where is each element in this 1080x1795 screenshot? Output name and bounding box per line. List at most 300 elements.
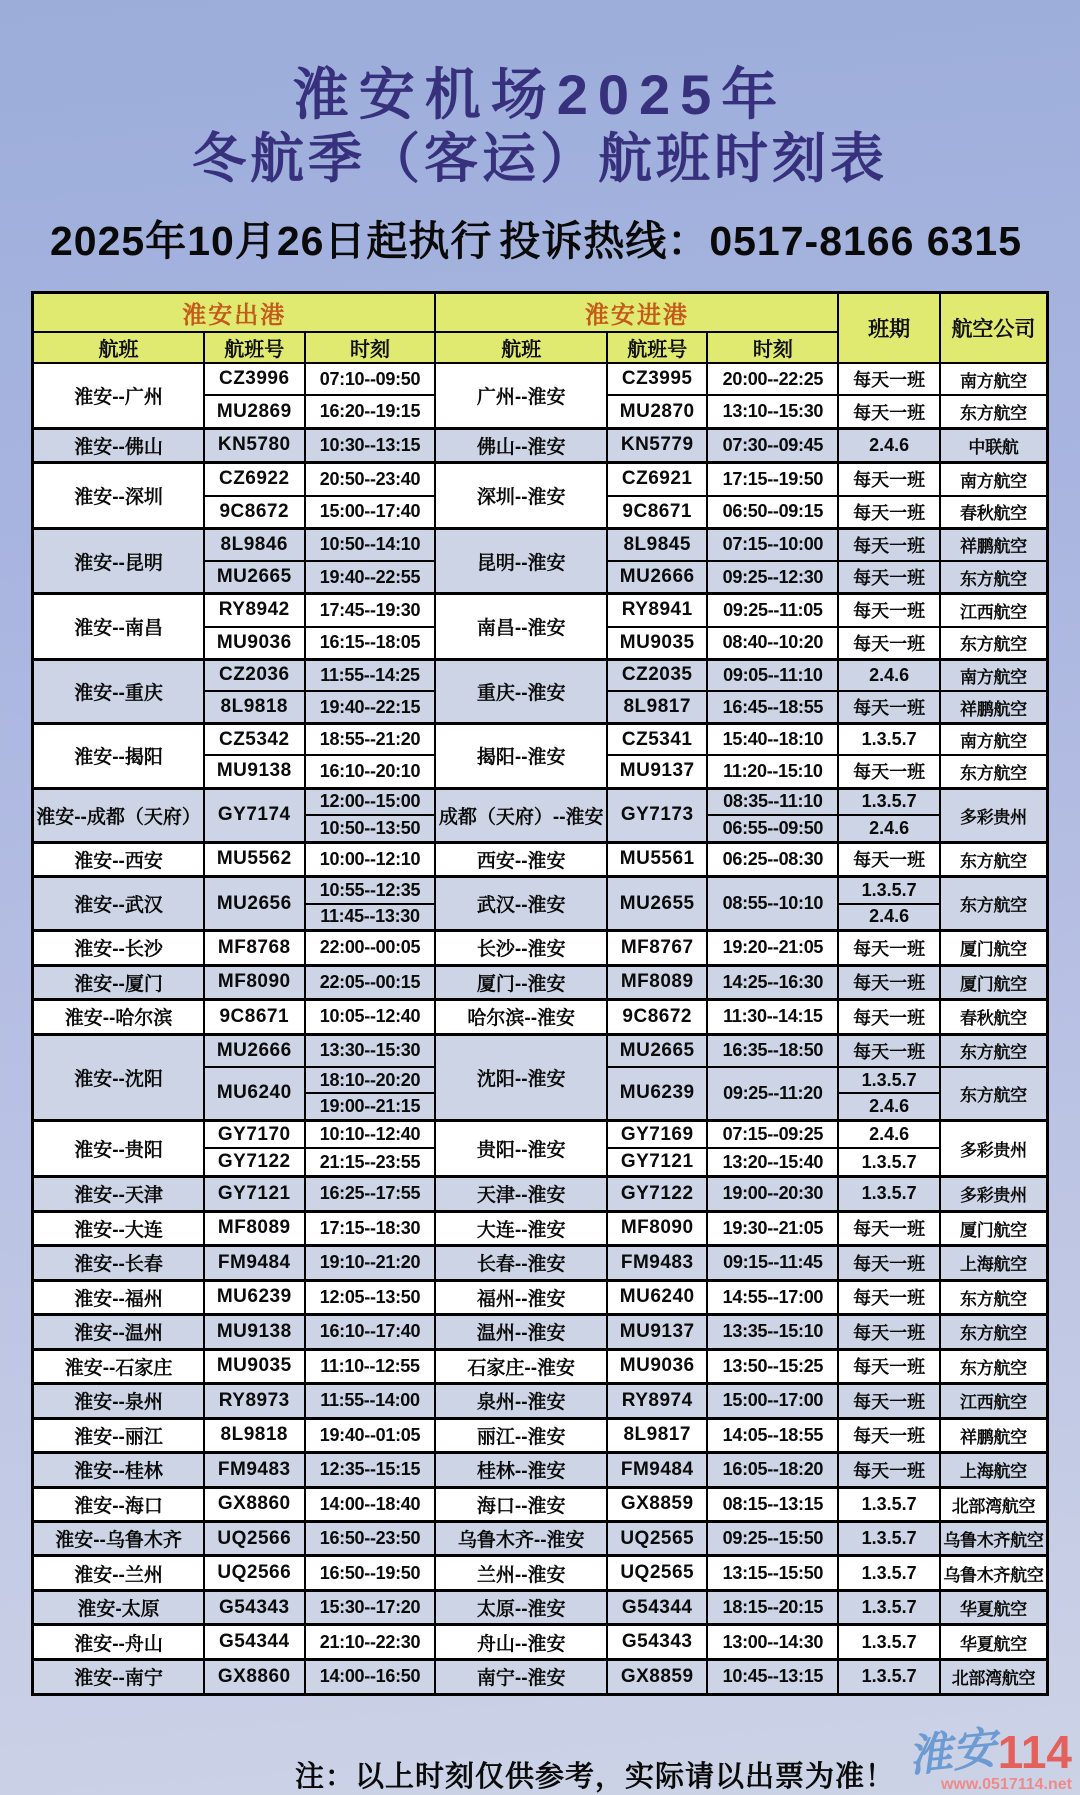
schedule-cell: 每天一班 (838, 931, 940, 965)
airline-cell: 东方航空 (940, 1280, 1048, 1314)
dep-route-cell: 淮安--泉州 (33, 1384, 205, 1418)
arr-time-cell: 09:25--15:50 (707, 1521, 838, 1555)
schedule-column-header: 班期 (838, 292, 940, 363)
dep-time-cell: 10:30--13:15 (305, 428, 436, 462)
schedule-cell: 1.3.5.7 (838, 724, 940, 756)
dep-flightno-cell: RY8973 (204, 1384, 304, 1418)
flight-row (33, 1211, 1048, 1245)
dep-route-cell: 淮安--舟山 (33, 1625, 205, 1659)
dep-route-cell: 淮安-太原 (33, 1590, 205, 1624)
flight-row (33, 1521, 1048, 1555)
airline-cell: 北部湾航空 (940, 1659, 1048, 1694)
airline-cell: 祥鹏航空 (940, 528, 1048, 561)
arr-flightno-cell: 9C8671 (607, 496, 707, 529)
arr-flightno-cell: MU2870 (607, 395, 707, 428)
arr-route-cell: 大连--淮安 (435, 1211, 607, 1245)
arr-time-cell: 09:05--11:10 (707, 659, 838, 691)
schedule-cell: 每天一班 (838, 594, 940, 627)
arr-route-cell: 海口--淮安 (435, 1487, 607, 1521)
dep-flightno-cell: MU2665 (204, 561, 304, 594)
arr-route-cell: 贵阳--淮安 (435, 1120, 607, 1176)
arr-time-cell: 09:25--12:30 (707, 561, 838, 594)
dep-time-cell: 19:40--22:55 (305, 561, 436, 594)
airline-cell: 上海航空 (940, 1246, 1048, 1280)
arr-route-cell: 丽江--淮安 (435, 1418, 607, 1452)
dep-flightno-cell: RY8942 (204, 594, 304, 627)
dep-time-cell: 18:10--20:20 (305, 1067, 436, 1093)
schedule-cell: 每天一班 (838, 1211, 940, 1245)
schedule-cell: 1.3.5.7 (838, 877, 940, 904)
arr-time-cell: 18:15--20:15 (707, 1590, 838, 1624)
flight-row (33, 1590, 1048, 1624)
complaint-hotline: 投诉热线：0517-8166 6315 (499, 217, 1022, 264)
schedule-cell: 2.4.6 (838, 1120, 940, 1148)
airline-cell: 中联航 (940, 428, 1048, 462)
arr-time-cell: 11:20--15:10 (707, 755, 838, 788)
arr-route-cell: 广州--淮安 (435, 363, 607, 428)
arr-time-cell: 17:15--19:50 (707, 463, 838, 496)
schedule-cell: 每天一班 (838, 363, 940, 395)
airline-cell: 祥鹏航空 (940, 1418, 1048, 1452)
arr-route-cell: 哈尔滨--淮安 (435, 1000, 607, 1034)
schedule-cell: 每天一班 (838, 1000, 940, 1034)
schedule-cell: 1.3.5.7 (838, 1659, 940, 1694)
arr-time-cell: 15:40--18:10 (707, 724, 838, 756)
arr-time-cell: 20:00--22:25 (707, 363, 838, 395)
arr-flightno-cell: UQ2565 (607, 1521, 707, 1555)
arr-time-cell: 09:15--11:45 (707, 1246, 838, 1280)
dep-flightno-cell: UQ2566 (204, 1521, 304, 1555)
dep-flightno-cell: MU2656 (204, 877, 304, 931)
dep-time-cell: 22:00--00:05 (305, 931, 436, 965)
airline-cell: 东方航空 (940, 395, 1048, 428)
dep-route-cell: 淮安--丽江 (33, 1418, 205, 1452)
arr-time-cell: 07:15--09:25 (707, 1120, 838, 1148)
schedule-cell: 每天一班 (838, 1384, 940, 1418)
airline-cell: 乌鲁木齐航空 (940, 1521, 1048, 1555)
flight-row (33, 428, 1048, 462)
arr-flightno-cell: MU6239 (607, 1067, 707, 1120)
subtitle-bar (0, 208, 1080, 267)
dep-time-cell: 12:05--13:50 (305, 1280, 436, 1314)
dep-flightno-subheader: 航班号 (204, 332, 304, 363)
arr-time-cell: 19:20--21:05 (707, 931, 838, 965)
schedule-cell: 每天一班 (838, 528, 940, 561)
arr-route-cell: 南宁--淮安 (435, 1659, 607, 1694)
dep-flightno-cell: GY7121 (204, 1177, 304, 1211)
schedule-cell: 每天一班 (838, 1315, 940, 1349)
arr-route-cell: 福州--淮安 (435, 1280, 607, 1314)
arr-route-cell: 佛山--淮安 (435, 428, 607, 462)
dep-route-cell: 淮安--重庆 (33, 659, 205, 723)
dep-time-cell: 19:00--21:15 (305, 1093, 436, 1120)
arr-flightno-cell: MU9035 (607, 627, 707, 660)
dep-time-cell: 11:45--13:30 (305, 904, 436, 931)
arr-time-cell: 08:40--10:20 (707, 627, 838, 660)
dep-route-subheader: 航班 (33, 332, 205, 363)
dep-route-cell: 淮安--武汉 (33, 877, 205, 931)
dep-time-cell: 15:00--17:40 (305, 496, 436, 529)
schedule-cell: 每天一班 (838, 1418, 940, 1452)
arr-time-cell: 15:00--17:00 (707, 1384, 838, 1418)
flight-row (33, 1487, 1048, 1521)
dep-flightno-cell: MU2869 (204, 395, 304, 428)
schedule-cell: 每天一班 (838, 1349, 940, 1383)
arr-time-cell: 16:35--18:50 (707, 1034, 838, 1067)
arr-flightno-cell: MU2655 (607, 877, 707, 931)
airline-cell: 多彩贵州 (940, 1177, 1048, 1211)
arr-flightno-cell: 9C8672 (607, 1000, 707, 1034)
arr-time-cell: 13:10--15:30 (707, 395, 838, 428)
arr-route-cell: 石家庄--淮安 (435, 1349, 607, 1383)
arr-route-cell: 桂林--淮安 (435, 1453, 607, 1487)
arr-route-cell: 长春--淮安 (435, 1246, 607, 1280)
dep-time-cell: 10:05--12:40 (305, 1000, 436, 1034)
arr-time-cell: 13:50--15:25 (707, 1349, 838, 1383)
airline-column-header: 航空公司 (940, 292, 1048, 363)
arr-time-cell: 16:05--18:20 (707, 1453, 838, 1487)
airline-cell: 东方航空 (940, 1349, 1048, 1383)
airline-cell: 多彩贵州 (940, 788, 1048, 842)
schedule-cell: 每天一班 (838, 1453, 940, 1487)
table-header (33, 292, 1048, 363)
dep-time-cell: 19:10--21:20 (305, 1246, 436, 1280)
dep-flightno-cell: GY7122 (204, 1148, 304, 1176)
site-watermark (905, 1723, 1072, 1793)
flight-rows (33, 363, 1048, 1694)
dep-time-cell: 16:25--17:55 (305, 1177, 436, 1211)
dep-flightno-cell: CZ6922 (204, 463, 304, 496)
dep-time-cell: 07:10--09:50 (305, 363, 436, 395)
dep-route-cell: 淮安--福州 (33, 1280, 205, 1314)
schedule-cell: 每天一班 (838, 1280, 940, 1314)
dep-flightno-cell: MU9036 (204, 627, 304, 660)
dep-flightno-cell: UQ2566 (204, 1556, 304, 1590)
dep-time-cell: 13:30--15:30 (305, 1034, 436, 1067)
schedule-cell: 每天一班 (838, 1246, 940, 1280)
flight-row (33, 877, 1048, 904)
dep-flightno-cell: MU5562 (204, 842, 304, 876)
dep-time-cell: 18:55--21:20 (305, 724, 436, 756)
airline-cell: 春秋航空 (940, 496, 1048, 529)
arr-time-cell: 16:45--18:55 (707, 691, 838, 724)
flight-row (33, 842, 1048, 876)
airline-cell: 东方航空 (940, 561, 1048, 594)
arr-flightno-cell: CZ6921 (607, 463, 707, 496)
arr-flightno-cell: RY8941 (607, 594, 707, 627)
title-line-2: 冬航季（客运）航班时刻表 (192, 129, 888, 190)
arr-time-cell: 13:15--15:50 (707, 1556, 838, 1590)
schedule-cell: 1.3.5.7 (838, 1590, 940, 1624)
schedule-cell: 每天一班 (838, 561, 940, 594)
arr-time-cell: 11:30--14:15 (707, 1000, 838, 1034)
dep-flightno-cell: FM9483 (204, 1453, 304, 1487)
airline-cell: 乌鲁木齐航空 (940, 1556, 1048, 1590)
watermark-brand-cn: 淮安 (905, 1723, 999, 1782)
dep-time-cell: 21:15--23:55 (305, 1148, 436, 1176)
schedule-cell: 每天一班 (838, 627, 940, 660)
dep-flightno-cell: GY7174 (204, 788, 304, 842)
flight-row (33, 931, 1048, 965)
dep-route-cell: 淮安--长春 (33, 1246, 205, 1280)
dep-flightno-cell: CZ2036 (204, 659, 304, 691)
arr-flightno-cell: MF8089 (607, 965, 707, 999)
dep-flightno-cell: GY7170 (204, 1120, 304, 1148)
dep-time-cell: 14:00--16:50 (305, 1659, 436, 1694)
dep-time-cell: 16:15--18:05 (305, 627, 436, 660)
airline-cell: 南方航空 (940, 363, 1048, 395)
arr-route-subheader: 航班 (435, 332, 607, 363)
arr-flightno-cell: 8L9817 (607, 1418, 707, 1452)
arr-flightno-cell: RY8974 (607, 1384, 707, 1418)
flight-row (33, 659, 1048, 691)
dep-time-cell: 11:55--14:00 (305, 1384, 436, 1418)
dep-route-cell: 淮安--昆明 (33, 528, 205, 594)
arr-time-cell: 13:00--14:30 (707, 1625, 838, 1659)
dep-route-cell: 淮安--桂林 (33, 1453, 205, 1487)
dep-route-cell: 淮安--揭阳 (33, 724, 205, 788)
arr-flightno-cell: GY7173 (607, 788, 707, 842)
arr-route-cell: 南昌--淮安 (435, 594, 607, 660)
airline-cell: 东方航空 (940, 877, 1048, 931)
dep-time-cell: 20:50--23:40 (305, 463, 436, 496)
airline-cell: 华夏航空 (940, 1590, 1048, 1624)
flight-row (33, 1625, 1048, 1659)
schedule-cell: 1.3.5.7 (838, 1148, 940, 1176)
dep-time-subheader: 时刻 (305, 332, 436, 363)
dep-flightno-cell: MU9035 (204, 1349, 304, 1383)
schedule-cell: 2.4.6 (838, 815, 940, 842)
depart-group-header: 淮安出港 (33, 292, 436, 332)
dep-route-cell: 淮安--西安 (33, 842, 205, 876)
dep-flightno-cell: 9C8672 (204, 496, 304, 529)
dep-time-cell: 19:40--22:15 (305, 691, 436, 724)
dep-flightno-cell: GX8860 (204, 1659, 304, 1694)
dep-route-cell: 淮安--深圳 (33, 463, 205, 529)
arr-time-cell: 19:00--20:30 (707, 1177, 838, 1211)
schedule-cell: 每天一班 (838, 755, 940, 788)
airline-cell: 东方航空 (940, 1034, 1048, 1067)
airline-cell: 北部湾航空 (940, 1487, 1048, 1521)
arr-route-cell: 太原--淮安 (435, 1590, 607, 1624)
arr-flightno-cell: CZ5341 (607, 724, 707, 756)
dep-time-cell: 16:20--19:15 (305, 395, 436, 428)
arr-flightno-cell: KN5779 (607, 428, 707, 462)
schedule-cell: 1.3.5.7 (838, 1177, 940, 1211)
dep-time-cell: 12:35--15:15 (305, 1453, 436, 1487)
schedule-cell: 2.4.6 (838, 428, 940, 462)
arr-route-cell: 沈阳--淮安 (435, 1034, 607, 1120)
dep-route-cell: 淮安--佛山 (33, 428, 205, 462)
arr-time-subheader: 时刻 (707, 332, 838, 363)
flight-row (33, 1556, 1048, 1590)
arr-flightno-cell: UQ2565 (607, 1556, 707, 1590)
dep-route-cell: 淮安--南宁 (33, 1659, 205, 1694)
arr-route-cell: 泉州--淮安 (435, 1384, 607, 1418)
airline-cell: 厦门航空 (940, 931, 1048, 965)
dep-flightno-cell: GX8860 (204, 1487, 304, 1521)
schedule-cell: 1.3.5.7 (838, 1067, 940, 1093)
dep-flightno-cell: KN5780 (204, 428, 304, 462)
schedule-cell: 每天一班 (838, 1034, 940, 1067)
dep-flightno-cell: MU2666 (204, 1034, 304, 1067)
dep-route-cell: 淮安--沈阳 (33, 1034, 205, 1120)
flight-row (33, 1120, 1048, 1148)
dep-time-cell: 19:40--01:05 (305, 1418, 436, 1452)
airline-cell: 东方航空 (940, 1067, 1048, 1120)
dep-flightno-cell: 8L9818 (204, 1418, 304, 1452)
arr-route-cell: 厦门--淮安 (435, 965, 607, 999)
schedule-cell: 每天一班 (838, 463, 940, 496)
arr-flightno-cell: MF8767 (607, 931, 707, 965)
arr-flightno-cell: G54344 (607, 1590, 707, 1624)
arr-flightno-cell: GY7121 (607, 1148, 707, 1176)
arr-flightno-cell: MU9036 (607, 1349, 707, 1383)
arr-route-cell: 西安--淮安 (435, 842, 607, 876)
arr-time-cell: 07:15--10:00 (707, 528, 838, 561)
arr-time-cell: 14:55--17:00 (707, 1280, 838, 1314)
flight-row (33, 1177, 1048, 1211)
arrive-group-header: 淮安进港 (435, 292, 838, 332)
arr-route-cell: 舟山--淮安 (435, 1625, 607, 1659)
arr-route-cell: 乌鲁木齐--淮安 (435, 1521, 607, 1555)
dep-time-cell: 10:55--12:35 (305, 877, 436, 904)
airline-cell: 江西航空 (940, 594, 1048, 627)
airline-cell: 南方航空 (940, 659, 1048, 691)
arr-route-cell: 温州--淮安 (435, 1315, 607, 1349)
arr-route-cell: 兰州--淮安 (435, 1556, 607, 1590)
dep-route-cell: 淮安--温州 (33, 1315, 205, 1349)
flight-row (33, 1000, 1048, 1034)
dep-flightno-cell: 8L9846 (204, 528, 304, 561)
flight-row (33, 724, 1048, 756)
dep-time-cell: 16:50--23:50 (305, 1521, 436, 1555)
flight-row (33, 1659, 1048, 1694)
dep-time-cell: 16:10--20:10 (305, 755, 436, 788)
airline-cell: 祥鹏航空 (940, 691, 1048, 724)
arr-time-cell: 08:15--13:15 (707, 1487, 838, 1521)
dep-flightno-cell: G54343 (204, 1590, 304, 1624)
flight-row (33, 463, 1048, 496)
airline-cell: 东方航空 (940, 627, 1048, 660)
flight-row (33, 1418, 1048, 1452)
flight-schedule-table (31, 291, 1049, 1696)
flight-row (33, 1034, 1048, 1067)
title-line-1: 淮安机场2025年 (292, 63, 788, 126)
dep-time-cell: 16:50--19:50 (305, 1556, 436, 1590)
arr-flightno-cell: 8L9817 (607, 691, 707, 724)
dep-route-cell: 淮安--乌鲁木齐 (33, 1521, 205, 1555)
arr-time-cell: 19:30--21:05 (707, 1211, 838, 1245)
flight-row (33, 788, 1048, 815)
arr-flightno-cell: CZ3995 (607, 363, 707, 395)
dep-route-cell: 淮安--石家庄 (33, 1349, 205, 1383)
dep-route-cell: 淮安--兰州 (33, 1556, 205, 1590)
arr-time-cell: 14:25--16:30 (707, 965, 838, 999)
schedule-cell: 每天一班 (838, 496, 940, 529)
flight-row (33, 1349, 1048, 1383)
dep-route-cell: 淮安--天津 (33, 1177, 205, 1211)
dep-time-cell: 15:30--17:20 (305, 1590, 436, 1624)
watermark-url: www.0517114.net (940, 1776, 1072, 1793)
flight-row (33, 1384, 1048, 1418)
airline-cell: 南方航空 (940, 724, 1048, 756)
dep-flightno-cell: MF8089 (204, 1211, 304, 1245)
disclaimer-note: 注：以上时刻仅供参考，实际请以出票为准！ (294, 1761, 895, 1793)
schedule-cell: 每天一班 (838, 842, 940, 876)
arr-time-cell: 08:35--11:10 (707, 788, 838, 815)
arr-time-cell: 13:20--15:40 (707, 1148, 838, 1176)
dep-time-cell: 22:05--00:15 (305, 965, 436, 999)
flight-row (33, 528, 1048, 561)
dep-flightno-cell: G54344 (204, 1625, 304, 1659)
arr-flightno-cell: MU9137 (607, 755, 707, 788)
arr-flightno-cell: G54343 (607, 1625, 707, 1659)
arr-route-cell: 成都（天府）--淮安 (435, 788, 607, 842)
arr-flightno-cell: GX8859 (607, 1659, 707, 1694)
dep-time-cell: 14:00--18:40 (305, 1487, 436, 1521)
dep-time-cell: 17:45--19:30 (305, 594, 436, 627)
flight-row (33, 363, 1048, 395)
arr-route-cell: 揭阳--淮安 (435, 724, 607, 788)
arr-flightno-cell: MU9137 (607, 1315, 707, 1349)
airline-cell: 多彩贵州 (940, 1120, 1048, 1176)
airline-cell: 厦门航空 (940, 1211, 1048, 1245)
dep-route-cell: 淮安--厦门 (33, 965, 205, 999)
arr-time-cell: 06:50--09:15 (707, 496, 838, 529)
arr-time-cell: 08:55--10:10 (707, 877, 838, 931)
arr-route-cell: 重庆--淮安 (435, 659, 607, 723)
arr-time-cell: 06:55--09:50 (707, 815, 838, 842)
dep-route-cell: 淮安--海口 (33, 1487, 205, 1521)
arr-route-cell: 昆明--淮安 (435, 528, 607, 594)
dep-time-cell: 17:15--18:30 (305, 1211, 436, 1245)
airline-cell: 东方航空 (940, 755, 1048, 788)
dep-time-cell: 10:50--14:10 (305, 528, 436, 561)
dep-route-cell: 淮安--长沙 (33, 931, 205, 965)
schedule-cell: 每天一班 (838, 395, 940, 428)
flight-row (33, 1280, 1048, 1314)
dep-flightno-cell: MU6239 (204, 1280, 304, 1314)
arr-flightno-cell: CZ2035 (607, 659, 707, 691)
arr-flightno-cell: 8L9845 (607, 528, 707, 561)
arr-flightno-cell: MU2665 (607, 1034, 707, 1067)
arr-time-cell: 07:30--09:45 (707, 428, 838, 462)
dep-route-cell: 淮安--成都（天府） (33, 788, 205, 842)
flight-row (33, 1315, 1048, 1349)
arr-time-cell: 13:35--15:10 (707, 1315, 838, 1349)
arr-flightno-cell: MF8090 (607, 1211, 707, 1245)
flight-row (33, 965, 1048, 999)
arr-time-cell: 06:25--08:30 (707, 842, 838, 876)
dep-time-cell: 10:50--13:50 (305, 815, 436, 842)
dep-flightno-cell: 8L9818 (204, 691, 304, 724)
dep-flightno-cell: CZ5342 (204, 724, 304, 756)
arr-route-cell: 武汉--淮安 (435, 877, 607, 931)
airline-cell: 上海航空 (940, 1453, 1048, 1487)
arr-flightno-cell: FM9484 (607, 1453, 707, 1487)
effective-date: 2025年10月26日起执行 (50, 217, 493, 264)
flight-row (33, 1453, 1048, 1487)
schedule-cell: 2.4.6 (838, 1093, 940, 1120)
airline-cell: 东方航空 (940, 842, 1048, 876)
dep-flightno-cell: MF8090 (204, 965, 304, 999)
dep-flightno-cell: CZ3996 (204, 363, 304, 395)
dep-flightno-cell: MU9138 (204, 755, 304, 788)
schedule-cell: 1.3.5.7 (838, 1521, 940, 1555)
airline-cell: 厦门航空 (940, 965, 1048, 999)
arr-time-cell: 09:25--11:05 (707, 594, 838, 627)
